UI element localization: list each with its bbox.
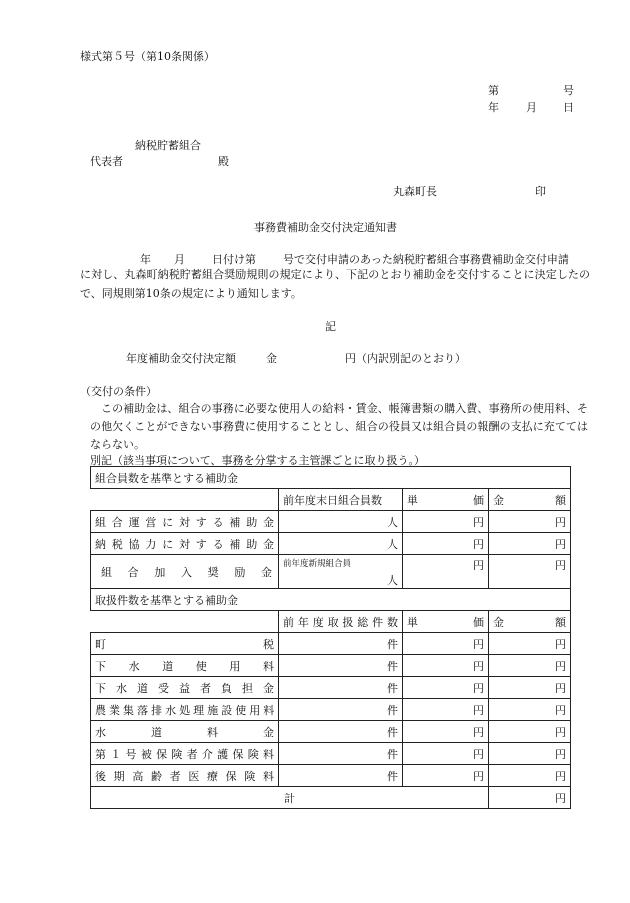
row-gesuido-shiyoryo: 下水道使用料: [91, 655, 279, 677]
amount-kin: 金: [266, 352, 277, 365]
document-title: 事務費補助金交付決定通知書: [254, 221, 397, 234]
form-number: 様式第５号（第10条関係）: [80, 50, 215, 63]
row-kanyu-shorei: 組合加入奨励金: [91, 555, 279, 589]
addressee-honorific: 殿: [218, 155, 229, 168]
addressee-rep: 代表者: [90, 155, 123, 168]
section1-header-price: 単 価: [403, 489, 489, 511]
betsuki-note: 別記（該当事項について、事務を分掌する主管課ごとに取り扱う。）: [90, 454, 426, 467]
section2-header-count: 前年度取扱総件数: [279, 611, 403, 633]
total-label: 計: [91, 787, 489, 809]
addressee-org: 納税貯蓄組合: [135, 139, 201, 152]
amount-en: 円（内訳別記のとおり）: [345, 352, 466, 365]
section1-title: 組合員数を基準とする補助金: [91, 467, 571, 489]
body-first-line: 号で交付申請のあった納税貯蓄組合事務費補助金交付申請: [283, 253, 569, 266]
body-month: 月: [174, 253, 185, 266]
row-suido: 水道料金: [91, 721, 279, 743]
sender-name: 丸森町長: [393, 185, 437, 198]
row-nozei-kyoryoku: 納税協力に対する補助金: [91, 533, 279, 555]
section2-header-amount: 金 額: [489, 611, 571, 633]
conditions-text: この補助金は、組合の事務に必要な使用人の給料・賃金、帳簿書類の購入費、事務所の使用料、その他欠くことができない事務費に使用することとし、組合の役員又は組合員の報酬の支払に充ててはならない。: [90, 402, 588, 451]
body-year: 年: [140, 253, 151, 266]
section2-header-price: 単 価: [403, 611, 489, 633]
body-paragraph: に対し、丸森町納税貯蓄組合奨励規則の規定により、下記のとおり補助金を交付することに決定したので、同規則第10条の規定により通知します。: [80, 268, 590, 300]
body-date-no: 日付け第: [212, 253, 256, 266]
amount-label: 年度補助金交付決定額: [126, 352, 236, 365]
row-kaigo-hoken: 第１号被保険者介護保険料: [91, 743, 279, 765]
row-nogyo-shuraku: 農業集落排水処理施設使用料: [91, 699, 279, 721]
row-kanyu-count: 前年度新規組合員 人: [279, 555, 403, 589]
section1-header-amount: 金 額: [489, 489, 571, 511]
date-year: 年: [488, 101, 499, 114]
section1-header-count: 前年度末日組合員数: [279, 489, 403, 511]
date-month: 月: [526, 101, 537, 114]
section2-title: 取扱件数を基準とする補助金: [91, 589, 571, 611]
total-amount: 円: [489, 787, 571, 809]
doc-number-go: 号: [563, 84, 574, 97]
row-kumiai-unei: 組合運営に対する補助金: [91, 511, 279, 533]
row-gesuido-jueki: 下水道受益者負担金: [91, 677, 279, 699]
conditions-heading: （交付の条件）: [80, 385, 157, 398]
ki-label: 記: [325, 320, 336, 333]
row-koki-korei: 後期高齢者医療保険料: [91, 765, 279, 787]
subsidy-table: 組合員数を基準とする補助金 前年度末日組合員数 単 価 金 額 組合運営に対する補助金 人 円 円 納税協力に対する補助金 人 円 円 組合加入奨励金 前年度新規組合員 人 円 円 取扱件数を基準とする補助金 前年度取扱総件数 単 価 金 額 町 税 件 円 円 下水道使用料 件 円 円 下水道受益者負担金 件 円 円 農業集落排水処理施設使用料 件 円 円 水道料金 件 円 円 第１号被保険者介護保険料 件 円 円 後期高齢者医療保険料 件 円 円 計 円: [90, 466, 571, 809]
row-chozei: 町 税: [91, 633, 279, 655]
sender-seal: 印: [535, 185, 546, 198]
date-day: 日: [563, 101, 574, 114]
doc-number-dai: 第: [488, 84, 499, 97]
